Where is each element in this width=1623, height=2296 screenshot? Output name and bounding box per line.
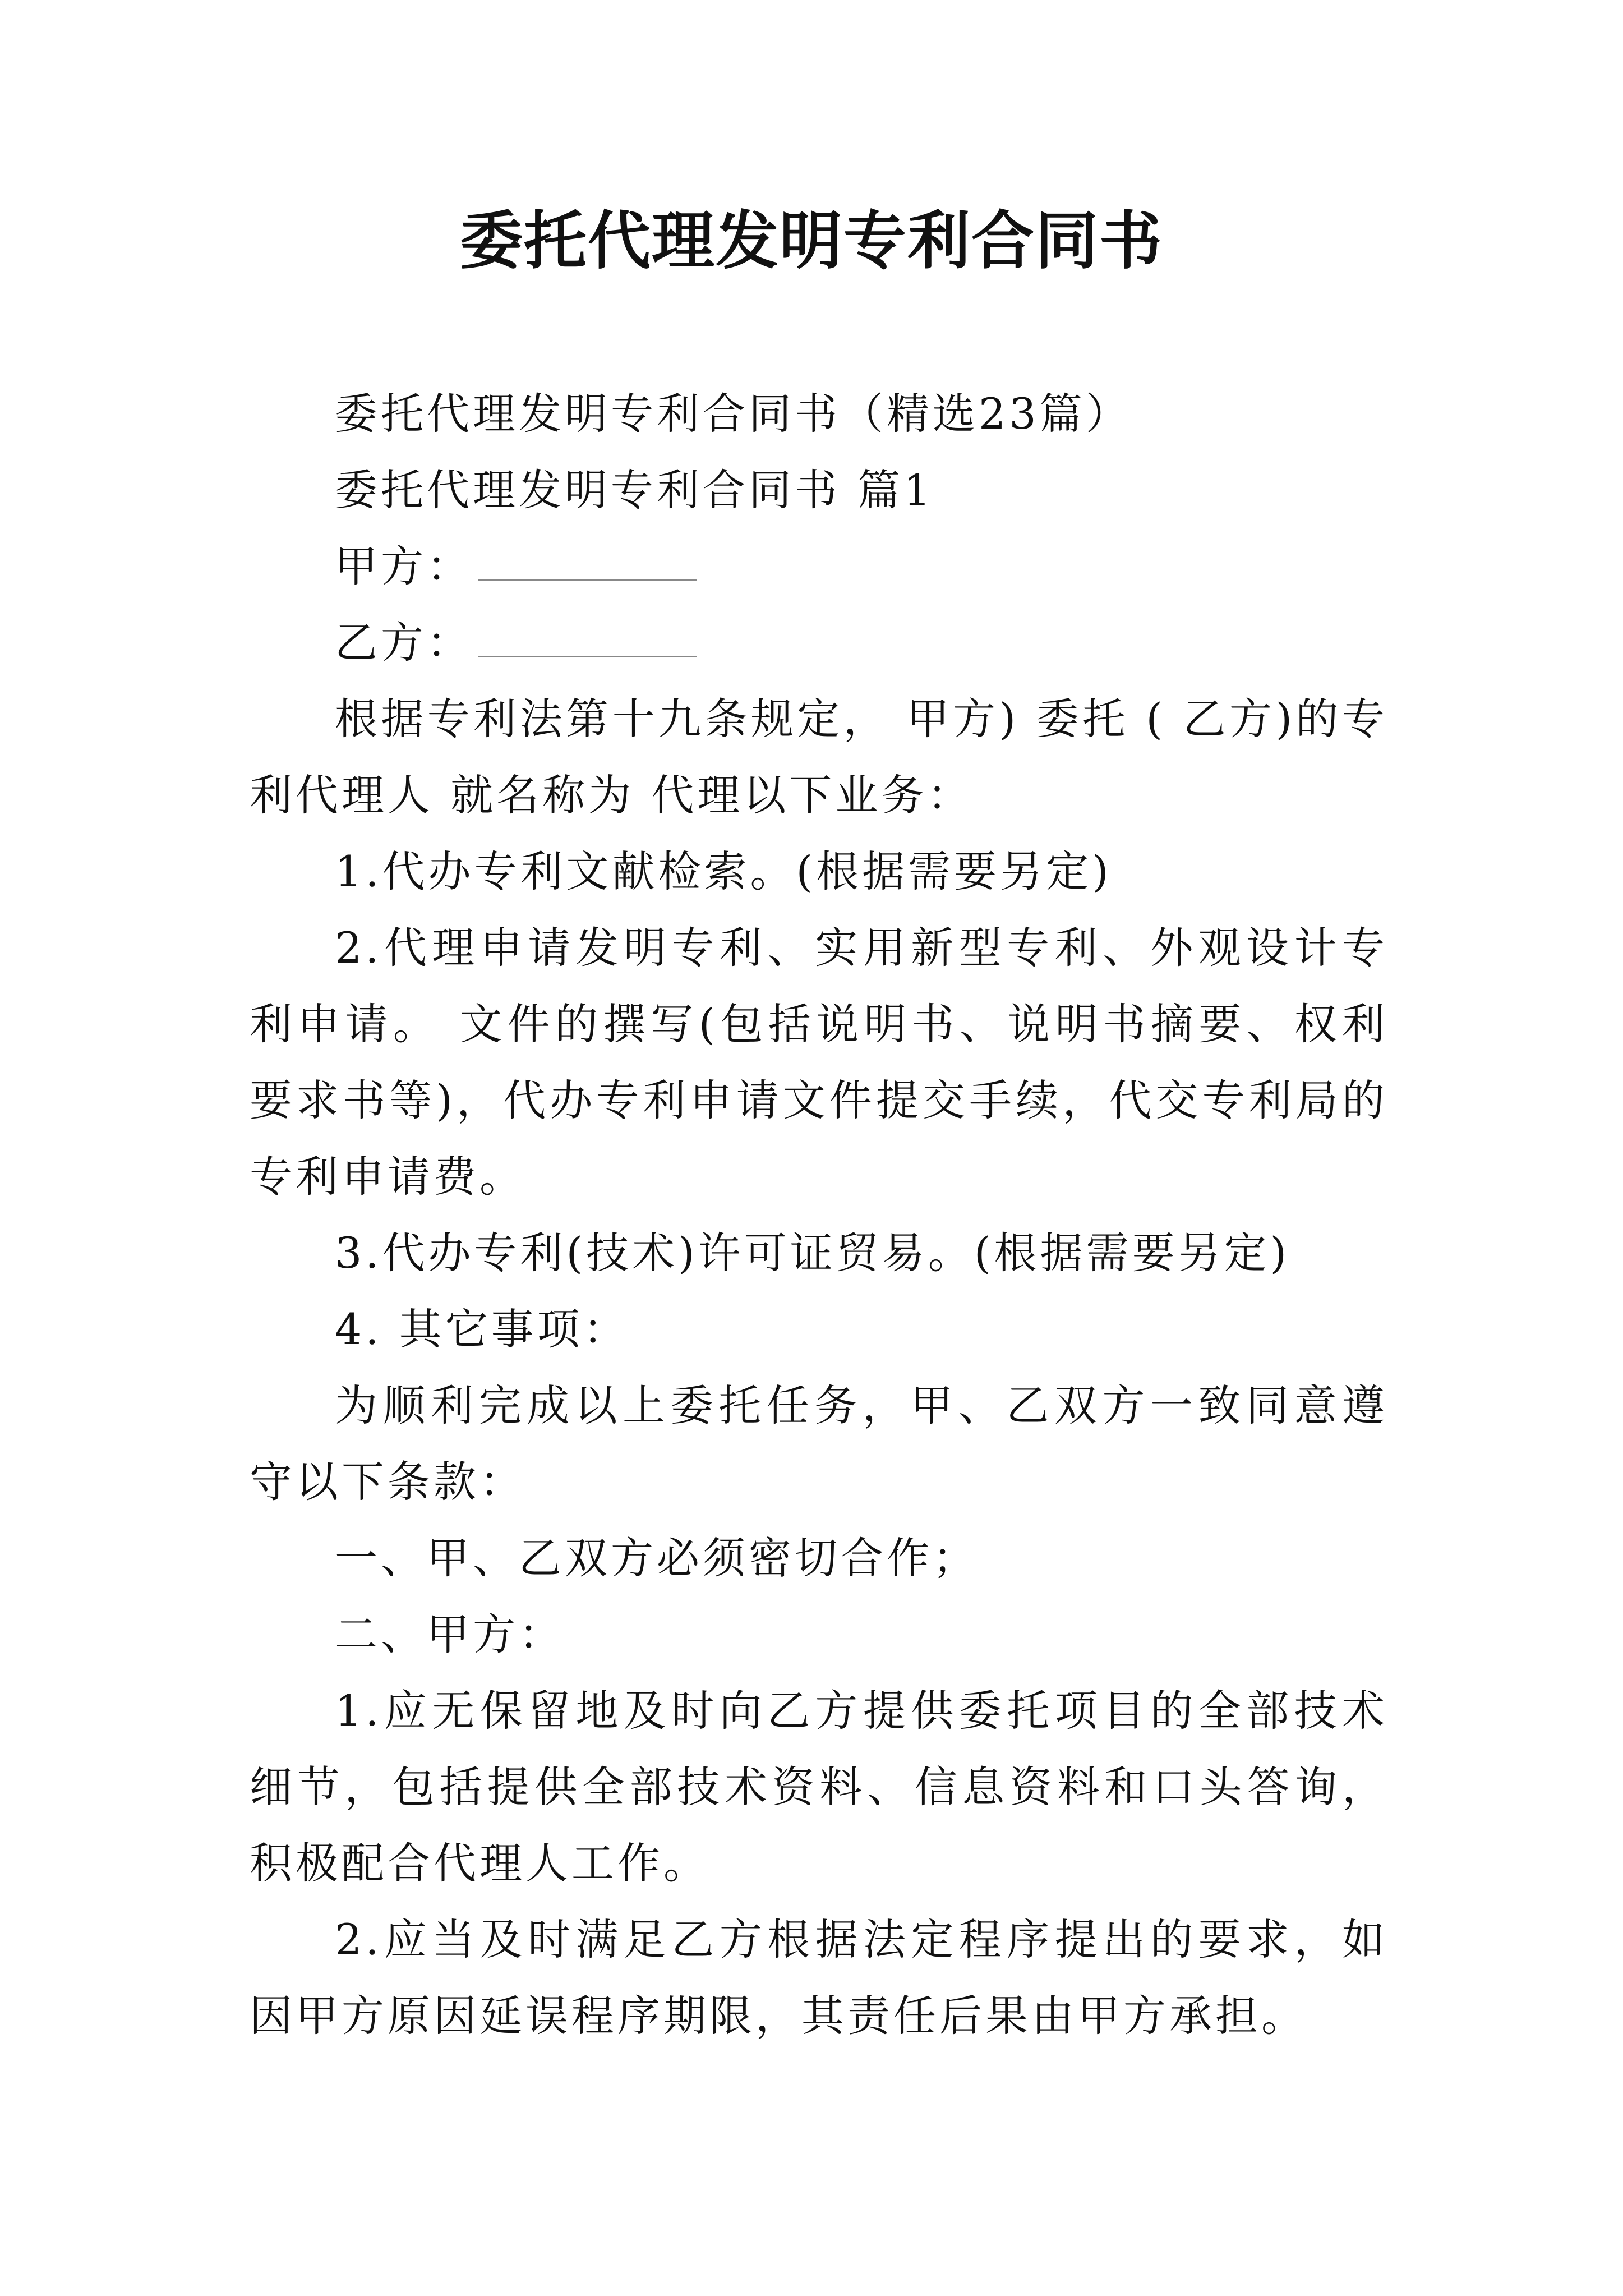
paragraph: 二、甲方：: [335, 1609, 565, 1659]
document-title: 委托代理发明专利合同书: [460, 204, 1163, 278]
document-subtitle: 委托代理发明专利合同书（精选23篇）: [335, 389, 1132, 439]
paragraph: 2.代理申请发明专利、实用新型专利、外观设计专利申请。 文件的撰写(包括说明书、说明书摘要、权利要求书等)，代办专利申请文件提交手续，代交专利局的专利申请费。: [250, 923, 1388, 1202]
paragraph: 为顺利完成以上委托任务，甲、乙双方一致同意遵守以下条款：: [250, 1381, 1388, 1507]
paragraph: 3.代办专利(技术)许可证贸易。(根据需要另定): [335, 1228, 1290, 1278]
party-a-line: [250, 528, 1388, 605]
section-heading: 委托代理发明专利合同书 篇1: [335, 465, 934, 515]
party-b-label: 乙方：: [335, 618, 473, 668]
paragraph: 2.应当及时满足乙方根据法定程序提出的要求，如因甲方原因延误程序期限，其责任后果由甲方承担。: [250, 1915, 1388, 2041]
document-body: [250, 376, 1388, 2054]
party-a-label: 甲方：: [335, 541, 473, 591]
paragraph: 一、甲、乙双方必须密切合作；: [335, 1533, 979, 1583]
paragraph: 根据专利法第十九条规定， 甲方) 委托 ( 乙方)的专利代理人 就名称为 代理以下业务：: [250, 694, 1388, 820]
party-b-line: [250, 605, 1388, 681]
party-a-blank: [478, 546, 697, 581]
paragraph: 1.应无保留地及时向乙方提供委托项目的全部技术细节，包括提供全部技术资料、信息资料和口头答询，积极配合代理人工作。: [250, 1686, 1388, 1888]
paragraph: 4. 其它事项：: [335, 1304, 629, 1354]
paragraph: 1.代办专利文献检索。(根据需要另定): [335, 846, 1112, 896]
party-b-blank: [478, 622, 697, 657]
